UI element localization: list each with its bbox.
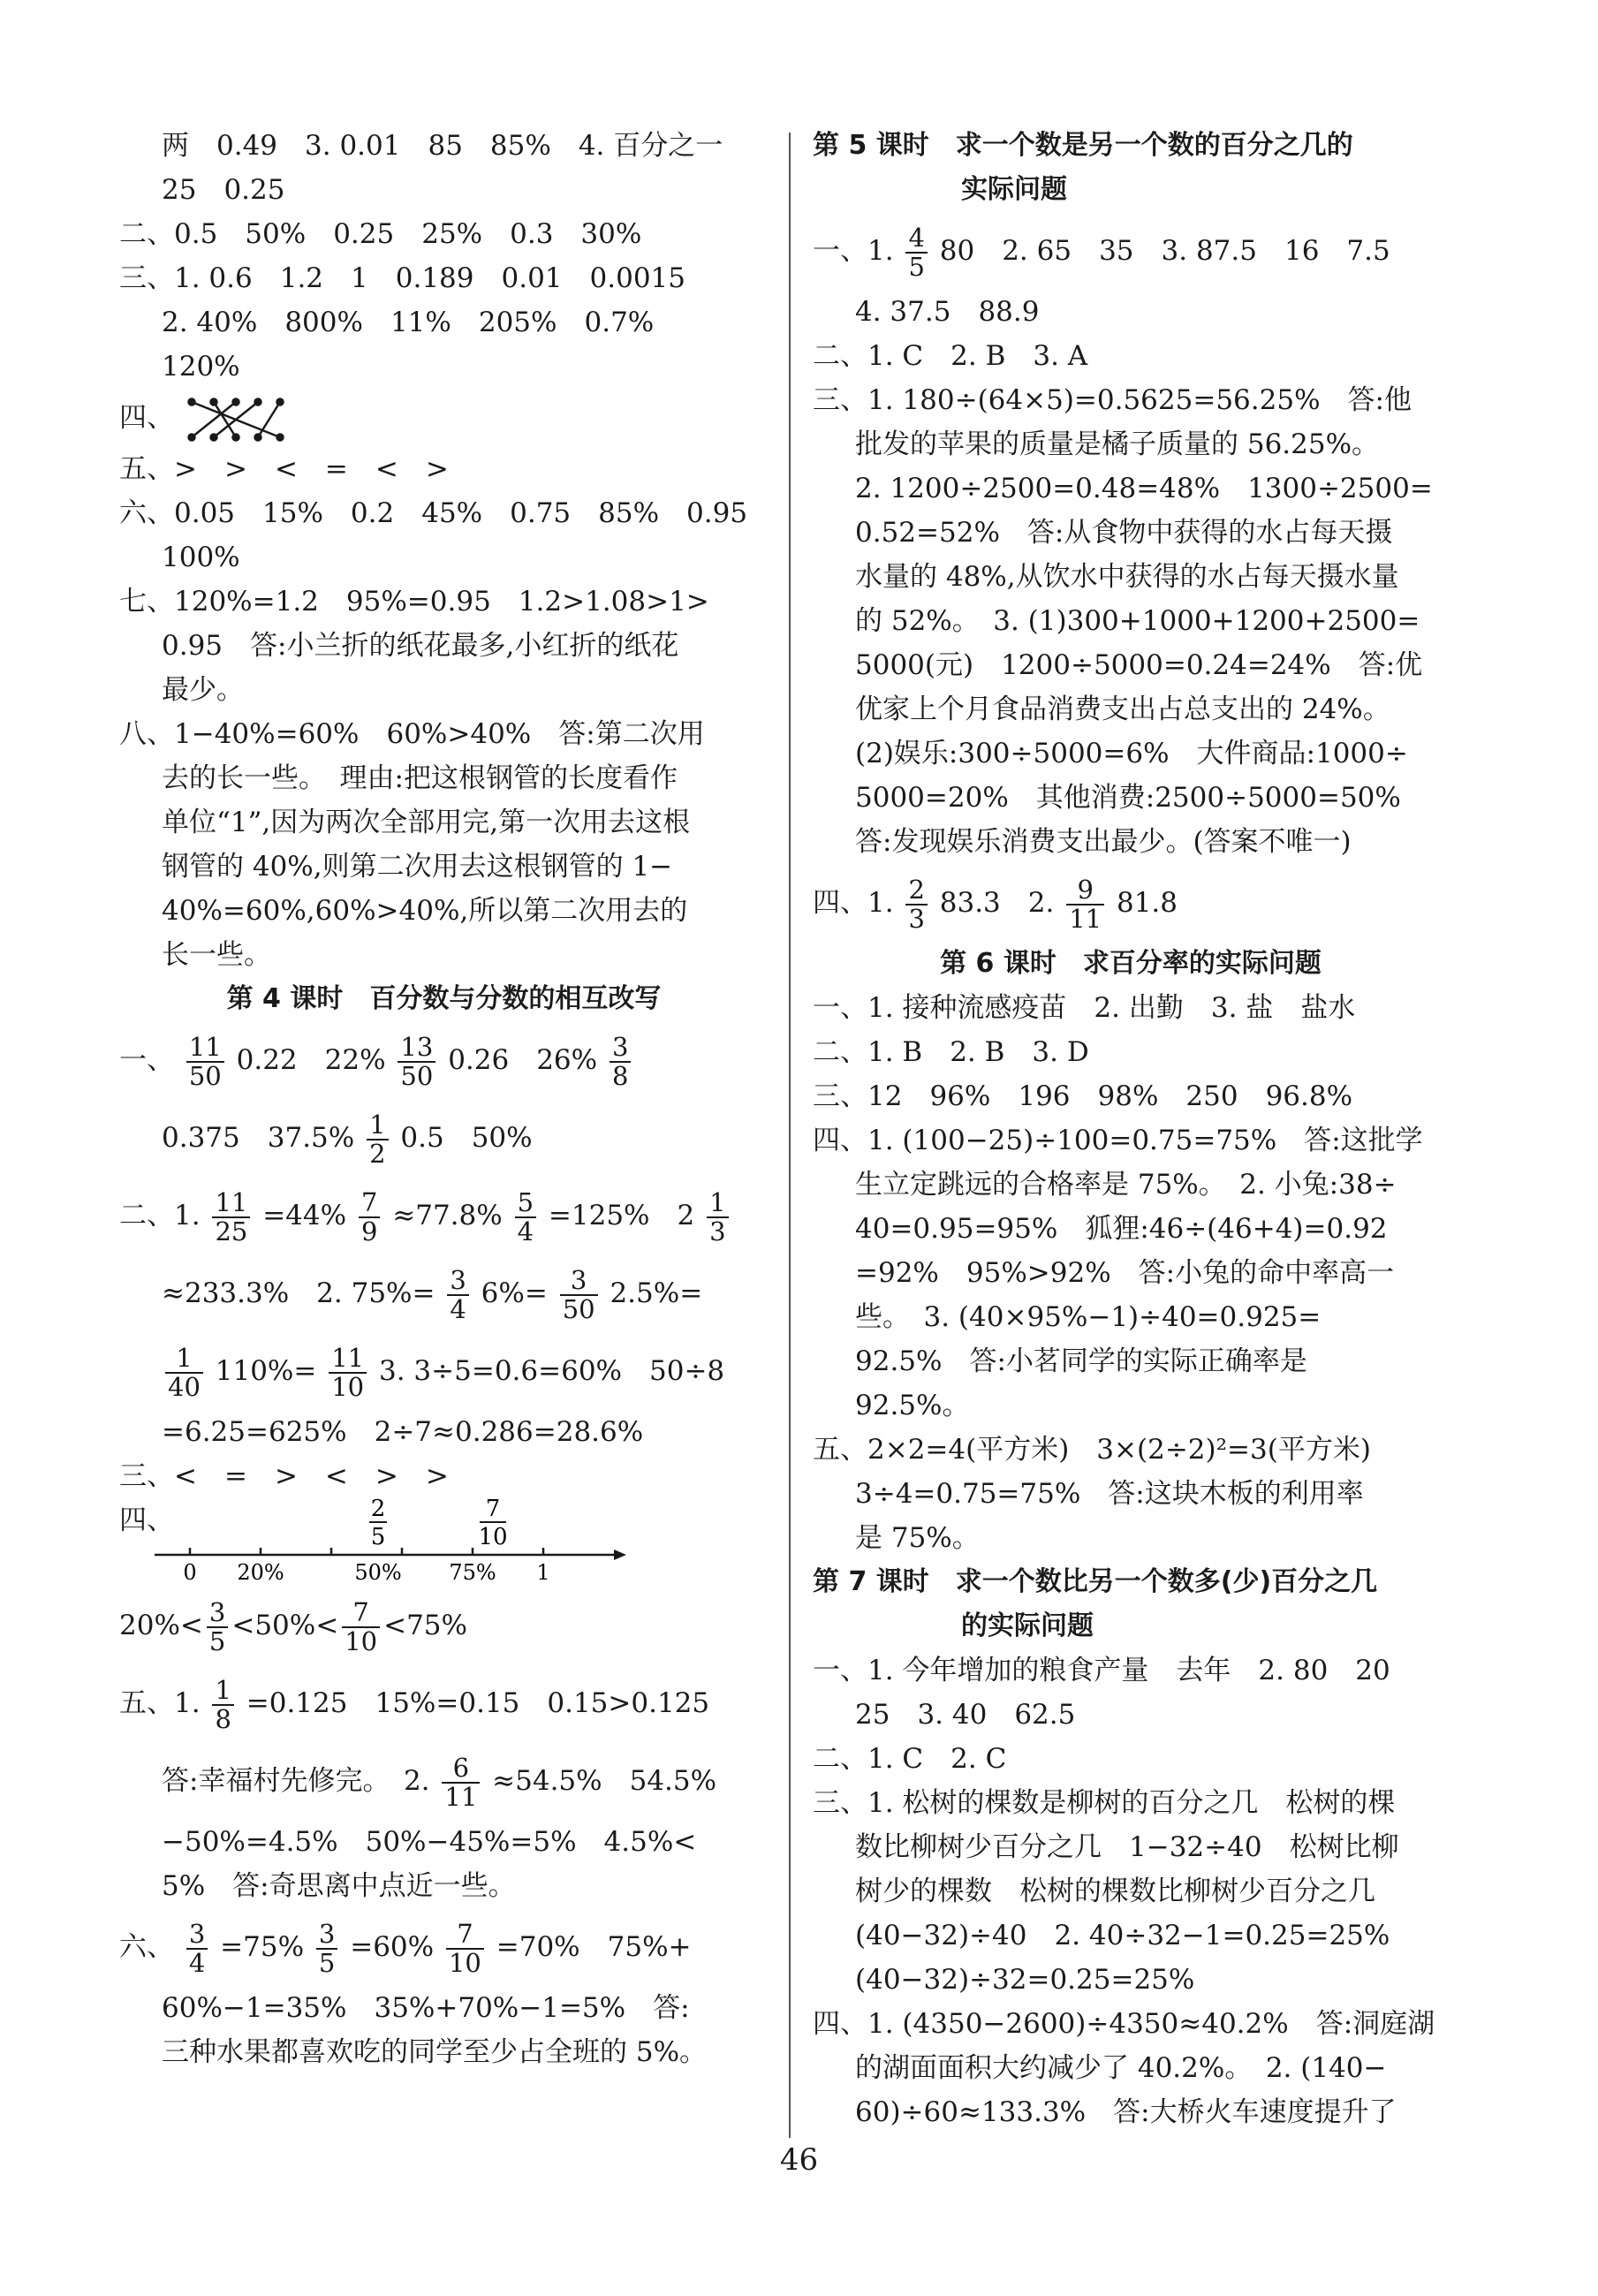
- text-line: 0.95 答:小兰折的纸花最多,小红折的纸花: [162, 630, 679, 662]
- text: 0.375 37.5%: [162, 1122, 355, 1154]
- text-line: −50%=4.5% 50%−45%=5% 4.5%<: [162, 1826, 697, 1858]
- text: ≈54.5% 54.5%: [492, 1765, 717, 1797]
- fraction: $\frac{11}{10}$: [329, 1345, 367, 1400]
- page-number: 46: [779, 2142, 819, 2178]
- nl-fraction-numerator: 7: [485, 1498, 501, 1522]
- match-line: [214, 402, 236, 437]
- text: 110%=: [215, 1355, 317, 1387]
- text-line: =92% 95%>92% 答:小兔的命中率高一: [855, 1257, 1395, 1289]
- text-line: 三、1. 松树的棵数是柳树的百分之几 松树的棵: [813, 1787, 1396, 1819]
- text-line: (40−32)÷32=0.25=25%: [855, 1964, 1195, 1996]
- text: =0.125 15%=0.15 0.15>0.125: [246, 1687, 710, 1719]
- fraction: $\frac{3}{5}$: [316, 1921, 337, 1976]
- fraction: $\frac{2}{3}$: [905, 876, 927, 932]
- text-line: 两 0.49 3. 0.01 85 85% 4. 百分之一: [162, 130, 723, 162]
- fraction: $\frac{13}{50}$: [398, 1034, 435, 1089]
- text-line: 四、1. (4350−2600)÷4350≈40.2% 答:洞庭湖: [813, 2008, 1435, 2040]
- text-line: 一、1. 接种流感疫苗 2. 出勤 3. 盐 盐水: [813, 992, 1356, 1024]
- text-line: 的 52%。 3. (1)300+1000+1200+2500=: [855, 605, 1420, 637]
- fraction: $\frac{3}{4}$: [186, 1921, 208, 1976]
- fraction: $\frac{7}{10}$: [342, 1599, 380, 1655]
- text-line: 92.5% 答:小茗同学的实际正确率是: [855, 1345, 1307, 1377]
- fraction: $\frac{7}{9}$: [359, 1189, 380, 1245]
- nl-tick-label: 75%: [449, 1560, 496, 1585]
- text: 0.5 50%: [400, 1122, 533, 1154]
- left-column: [119, 124, 769, 2074]
- lesson-6-heading: 第 6 课时 求百分率的实际问题: [940, 948, 1322, 979]
- fraction: $\frac{7}{10}$: [446, 1921, 484, 1976]
- text: =125% 2: [548, 1200, 695, 1231]
- text-line: 五、> > < = < >: [119, 453, 449, 485]
- fraction: $\frac{5}{4}$: [515, 1189, 536, 1245]
- text-line: 五、2×2=4(平方米) 3×(2÷2)²=3(平方米): [813, 1434, 1371, 1466]
- number-line: [155, 1498, 685, 1587]
- fraction: $\frac{1}{3}$: [707, 1189, 728, 1245]
- text-line: 批发的苹果的质量是橘子质量的 56.25%。: [855, 428, 1380, 460]
- section-label: 四、: [119, 402, 174, 434]
- text: 0.22 22%: [236, 1044, 386, 1076]
- lesson-7-heading-cont: 的实际问题: [961, 1610, 1094, 1641]
- text-line: 2. 1200÷2500=0.48=48% 1300÷2500=: [855, 473, 1433, 504]
- text-line: 三、1. 0.6 1.2 1 0.189 0.01 0.0015: [119, 262, 685, 294]
- text-line: 25 0.25: [162, 174, 285, 206]
- fraction-line: [119, 1099, 769, 1177]
- fraction-line: [119, 1332, 769, 1410]
- text: <50%<: [231, 1610, 339, 1641]
- text: 答:幸福村先修完。 2.: [162, 1765, 430, 1797]
- text-line: 生立定跳远的合格率是 75%。 2. 小兔:38÷: [855, 1169, 1397, 1201]
- text-line: 七、120%=1.2 95%=0.95 1.2>1.08>1>: [119, 586, 709, 618]
- text-line: 5000=20% 其他消费:2500÷5000=50%: [855, 782, 1401, 814]
- text-line: 三、1. 180÷(64×5)=0.5625=56.25% 答:他: [813, 384, 1412, 416]
- fraction-line: [119, 1177, 769, 1254]
- fraction: $\frac{1}{40}$: [165, 1345, 203, 1400]
- fraction: $\frac{1}{2}$: [367, 1111, 388, 1167]
- match-line: [214, 402, 258, 437]
- text-line: 92.5%。: [855, 1390, 970, 1421]
- section-label: 二、1.: [119, 1200, 201, 1231]
- text-line: 水量的 48%,从饮水中获得的水占每天摄水量: [855, 561, 1399, 593]
- lesson-4-heading: 第 4 课时 百分数与分数的相互改写: [226, 983, 662, 1014]
- text-line: 钢管的 40%,则第二次用去这根钢管的 1−: [162, 851, 673, 883]
- text-line: 二、1. C 2. C: [813, 1743, 1007, 1775]
- fraction: $\frac{1}{8}$: [212, 1677, 233, 1732]
- lesson-5-heading: 第 5 课时 求一个数是另一个数的百分之几的: [813, 130, 1353, 161]
- nl-tick-label: 20%: [237, 1560, 284, 1585]
- fraction: $\frac{3}{5}$: [207, 1599, 228, 1655]
- fraction-line: [119, 1021, 769, 1099]
- text-line: 四、1. (100−25)÷100=0.75=75% 答:这批学: [813, 1125, 1423, 1156]
- matching-answer: [119, 389, 769, 447]
- fraction-line: [119, 1664, 769, 1742]
- text: =60%: [350, 1931, 435, 1963]
- text: 0.26 26%: [448, 1044, 598, 1076]
- text-line: =6.25=625% 2÷7≈0.286=28.6%: [162, 1416, 644, 1448]
- lesson-5-heading-cont: 实际问题: [961, 174, 1067, 205]
- text-line: 三、< = > < > >: [119, 1460, 449, 1492]
- nl-fraction-numerator: 2: [370, 1498, 386, 1522]
- text-line: 长一些。: [162, 939, 271, 971]
- text-line: 是 75%。: [855, 1522, 980, 1554]
- text: 3. 3÷5=0.6=60% 50÷8: [379, 1355, 725, 1387]
- text-line: (40−32)÷40 2. 40÷32−1=0.25=25%: [855, 1920, 1390, 1951]
- text-line: 二、1. B 2. B 3. D: [813, 1036, 1089, 1068]
- text: 6%=: [481, 1277, 548, 1309]
- text-line: 的湖面面积大约减少了 40.2%。 2. (140−: [855, 2052, 1387, 2084]
- fraction: $\frac{3}{50}$: [560, 1267, 598, 1322]
- text-line: 单位“1”,因为两次全部用完,第一次用去这根: [162, 807, 691, 838]
- text-line: 60)÷60≈133.3% 答:大桥火车速度提升了: [855, 2096, 1397, 2128]
- text: 2.5%=: [610, 1277, 703, 1309]
- text-line: 25 3. 40 62.5: [855, 1699, 1076, 1731]
- text-line: 二、1. C 2. B 3. A: [813, 340, 1088, 372]
- nl-tick-label: 50%: [354, 1560, 402, 1585]
- fraction-line: [813, 864, 1449, 942]
- text: =70% 75%+: [496, 1931, 692, 1963]
- nl-fraction-denominator: 5: [370, 1524, 386, 1550]
- text-line: 40=0.95=95% 狐狸:46÷(46+4)=0.92: [855, 1213, 1388, 1245]
- text-line: 二、0.5 50% 0.25 25% 0.3 30%: [119, 218, 642, 250]
- text: 83.3 2.: [939, 887, 1055, 919]
- text-line: 答:发现娱乐消费支出最少。(答案不唯一): [855, 826, 1352, 858]
- section-label: 一、: [119, 1044, 174, 1076]
- text-line: 3÷4=0.75=75% 答:这块木板的利用率: [855, 1478, 1364, 1510]
- text-line: 数比柳树少百分之几 1−32÷40 松树比柳: [855, 1831, 1399, 1863]
- text-line: 5000(元) 1200÷5000=0.24=24% 答:优: [855, 649, 1423, 681]
- text-line: 100%: [162, 542, 240, 573]
- nl-fraction-denominator: 10: [478, 1524, 508, 1550]
- section-label: 五、1.: [119, 1687, 201, 1719]
- text-line: 60%−1=35% 35%+70%−1=5% 答:: [162, 1992, 690, 2024]
- text: 80 2. 65 35 3. 87.5 16 7.5: [939, 235, 1390, 267]
- nl-tick-label: 0: [183, 1560, 197, 1585]
- fraction: $\frac{11}{25}$: [212, 1189, 250, 1245]
- text-line: 三种水果都喜欢吃的同学至少占全班的 5%。: [162, 2036, 708, 2068]
- text-line: 三、12 96% 196 98% 250 96.8%: [813, 1080, 1353, 1112]
- fraction: $\frac{3}{4}$: [447, 1267, 468, 1322]
- section-label: 一、1.: [813, 235, 894, 267]
- text: =44%: [262, 1200, 347, 1231]
- fraction: $\frac{11}{50}$: [186, 1034, 224, 1089]
- column-divider: [789, 133, 791, 2138]
- text: ≈77.8%: [392, 1200, 503, 1231]
- nl-fraction-2-5: [369, 1498, 387, 1550]
- number-line-answer: [119, 1498, 769, 1587]
- text-line: 些。 3. (40×95%−1)÷40=0.925=: [855, 1301, 1322, 1333]
- text: 20%<: [119, 1610, 203, 1641]
- text-line: 最少。: [162, 674, 244, 706]
- text: ≈233.3% 2. 75%=: [162, 1277, 435, 1309]
- text-line: 40%=60%,60%>40%,所以第二次用去的: [162, 895, 688, 927]
- matching-lines-diagram: [183, 395, 289, 444]
- text-line: 2. 40% 800% 11% 205% 0.7%: [162, 307, 655, 338]
- text: <75%: [383, 1610, 467, 1641]
- fraction: $\frac{6}{11}$: [442, 1754, 480, 1810]
- match-line: [192, 402, 236, 437]
- text-line: 120%: [162, 351, 240, 383]
- nl-arrow: [614, 1550, 626, 1560]
- fraction-line: [813, 212, 1449, 290]
- text-line: 树少的棵数 松树的棵数比柳树少百分之几: [855, 1875, 1375, 1907]
- text-line: 八、1−40%=60% 60%>40% 答:第二次用: [119, 718, 705, 750]
- text-line: (2)娱乐:300÷5000=6% 大件商品:1000÷: [855, 738, 1408, 769]
- right-column: [813, 124, 1449, 2134]
- text: 81.8: [1116, 887, 1178, 919]
- text-line: 4. 37.5 88.9: [855, 296, 1040, 328]
- fraction-line: [119, 1587, 769, 1664]
- text-line: 去的长一些。 理由:把这根钢管的长度看作: [162, 762, 678, 794]
- text-line: 一、1. 今年增加的粮食产量 去年 2. 80 20: [813, 1655, 1390, 1686]
- text-line: 六、0.05 15% 0.2 45% 0.75 85% 0.95: [119, 497, 748, 529]
- section-label: 六、: [119, 1931, 174, 1963]
- fraction-line: [119, 1254, 769, 1332]
- lesson-7-heading: 第 7 课时 求一个数比另一个数多(少)百分之几: [813, 1566, 1378, 1597]
- text: =75%: [220, 1931, 305, 1963]
- fraction: $\frac{4}{5}$: [905, 224, 927, 280]
- text-line: 优家上个月食品消费支出占总支出的 24%。: [855, 693, 1390, 725]
- nl-fraction-7-10: [478, 1498, 507, 1550]
- fraction: $\frac{9}{11}$: [1066, 876, 1104, 932]
- text-line: 0.52=52% 答:从食物中获得的水占每天摄: [855, 517, 1393, 549]
- fraction: $\frac{3}{8}$: [610, 1034, 631, 1089]
- nl-tick-label: 1: [536, 1560, 550, 1585]
- section-label: 四、: [119, 1504, 174, 1536]
- text-line: 5% 答:奇思离中点近一些。: [162, 1870, 516, 1902]
- fraction-line: [119, 1908, 769, 1986]
- section-label: 四、1.: [813, 887, 894, 919]
- fraction-line: [119, 1742, 769, 1820]
